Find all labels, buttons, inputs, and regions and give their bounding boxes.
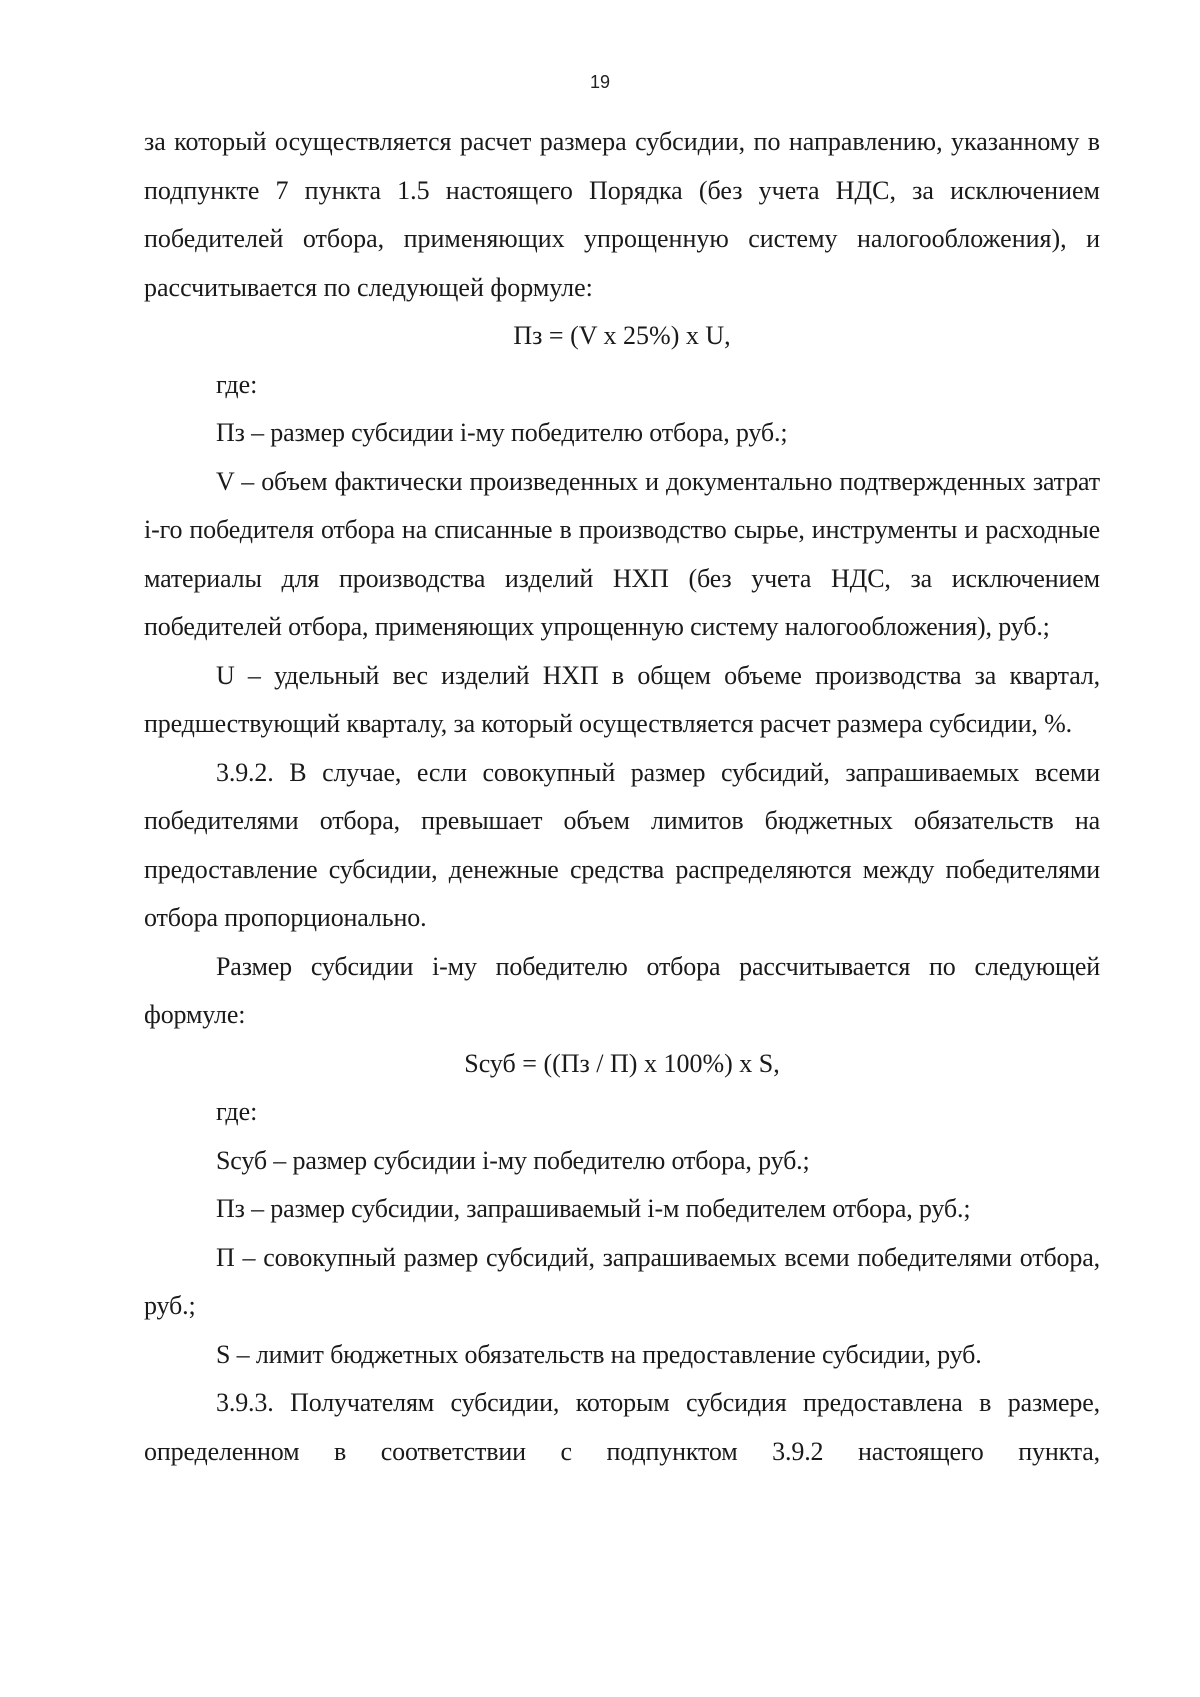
formula: Sсуб = ((Пз / П) х 100%) х S,: [464, 1048, 780, 1078]
paragraph: где:: [216, 1097, 258, 1126]
paragraph: Sсуб – размер субсидии i-му победителю отбора, руб.;: [216, 1145, 810, 1175]
paragraph: V – объем фактически произведенных и документально подтвержденных затрат i-го победителя отбора на списанные в производство сырье, инструменты и расходные материалы для производства изделий НХП (без учета НДС, за исключением победителей отбора, применяющих упрощенную систему налогообложения), руб.;: [144, 466, 1100, 641]
paragraph: за который осуществляется расчет размера субсидии, по направлению, указанному в подпункте 7 пункта 1.5 настоящего Порядка (без учета НДС, за исключением победителей отбора, применяющих упрощенную систему налогообложения), и рассчитывается по следующей формуле:: [144, 127, 1100, 302]
paragraph: Пз – размер субсидии, запрашиваемый i-м победителем отбора, руб.;: [216, 1194, 971, 1223]
paragraph: Размер субсидии i-му победителю отбора рассчитывается по следующей формуле:: [144, 951, 1100, 1029]
document-body: [144, 118, 1100, 1476]
paragraph: Пз – размер субсидии i-му победителю отбора, руб.;: [216, 418, 788, 447]
paragraph: 3.9.3. Получателям субсидии, которым субсидия предоставлена в размере, определенном в соответствии с подпунктом 3.9.2 настоящего пункта,: [144, 1388, 1100, 1466]
paragraph: П – совокупный размер субсидий, запрашиваемых всеми победителями отбора, руб.;: [144, 1242, 1100, 1320]
paragraph: U – удельный вес изделий НХП в общем объеме производства за квартал, предшествующий кварталу, за который осуществляется расчет размера субсидии, %.: [144, 660, 1100, 738]
paragraph: где:: [216, 369, 258, 399]
paragraph: S – лимит бюджетных обязательств на предоставление субсидии, руб.: [216, 1339, 982, 1369]
page-number: 19: [589, 72, 611, 92]
paragraph: 3.9.2. В случае, если совокупный размер субсидий, запрашиваемых всеми победителями отбора, превышает объем лимитов бюджетных обязательств на предоставление субсидии, денежные средства распределяются между победителями отбора пропорционально.: [144, 757, 1100, 932]
formula: Пз = (V х 25%) х U,: [513, 321, 731, 350]
